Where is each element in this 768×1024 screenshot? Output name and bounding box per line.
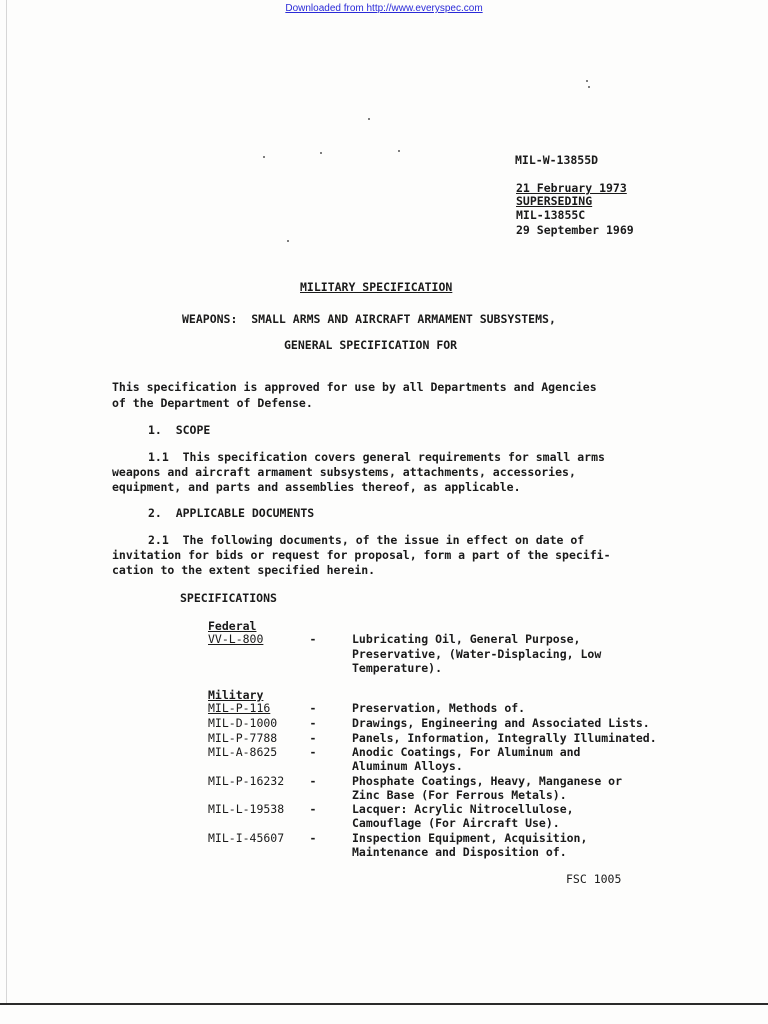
spec-number: VV-L-800: [208, 632, 264, 646]
spec-number: MIL-L-19538: [208, 802, 285, 816]
spec-subtitle: GENERAL SPECIFICATION FOR: [284, 338, 458, 352]
spec-description: Aluminum Alloys.: [352, 759, 463, 773]
entry-dash: -: [309, 701, 317, 715]
section-1-line-1: 1.1 This specification covers general requirements for small arms: [148, 450, 605, 464]
spec-description: Maintenance and Disposition of.: [352, 845, 567, 859]
spec-description: Inspection Equipment, Acquisition,: [352, 831, 588, 845]
spec-number: MIL-D-1000: [208, 716, 278, 730]
entry-dash: -: [309, 745, 317, 759]
page-bottom-rule: [0, 1003, 768, 1005]
scan-speck: [263, 156, 265, 158]
spec-description: Drawings, Engineering and Associated Lists.: [352, 716, 650, 730]
scan-edge-line: [6, 0, 7, 1003]
spec-description: Camouflage (For Aircraft Use).: [352, 816, 560, 830]
spec-description: Lubricating Oil, General Purpose,: [352, 632, 581, 646]
scan-speck: [287, 240, 289, 242]
spec-description: Zinc Base (For Ferrous Metals).: [352, 788, 567, 802]
spec-number: MIL-P-116: [208, 701, 271, 715]
spec-description: Preservative, (Water-Displacing, Low: [352, 647, 602, 661]
fsc-code: FSC 1005: [566, 872, 622, 886]
military-label: Military: [208, 688, 264, 702]
scan-speck: [586, 80, 588, 82]
federal-label: Federal: [208, 619, 257, 633]
section-2-line-2: invitation for bids or request for proposal, form a part of the specifi-: [112, 548, 611, 562]
spec-description: Preservation, Methods of.: [352, 701, 526, 715]
specifications-heading: SPECIFICATIONS: [180, 591, 277, 605]
spec-description: Lacquer: Acrylic Nitrocellulose,: [352, 802, 574, 816]
spec-description: Phosphate Coatings, Heavy, Manganese or: [352, 774, 623, 788]
spec-number: MIL-A-8625: [208, 745, 278, 759]
section-1-heading: 1. SCOPE: [148, 423, 211, 437]
scan-speck: [320, 152, 322, 154]
entry-dash: -: [309, 716, 317, 730]
scan-speck: [368, 118, 370, 120]
scan-speck: [398, 150, 400, 152]
section-1-line-2: weapons and aircraft armament subsystems, attachments, accessories,: [112, 465, 576, 479]
section-2-line-1: 2.1 The following documents, of the issue in effect on date of: [148, 533, 585, 547]
section-1-line-3: equipment, and parts and assemblies thereof, as applicable.: [112, 480, 521, 494]
spec-subject-title: WEAPONS: SMALL ARMS AND AIRCRAFT ARMAMENT SUBSYSTEMS,: [182, 312, 556, 326]
spec-description: Panels, Information, Integrally Illuminated.: [352, 731, 657, 745]
entry-dash: -: [309, 831, 317, 845]
section-2-heading: 2. APPLICABLE DOCUMENTS: [148, 506, 315, 520]
approval-line-2: of the Department of Defense.: [112, 396, 313, 410]
entry-dash: -: [309, 731, 317, 745]
superseded-doc-id: MIL-13855C: [516, 208, 586, 222]
doc-date: 21 February 1973: [516, 181, 627, 195]
entry-dash: -: [309, 774, 317, 788]
spec-number: MIL-I-45607: [208, 831, 285, 845]
doc-id: MIL-W-13855D: [515, 153, 599, 167]
spec-type-title: MILITARY SPECIFICATION: [300, 280, 453, 294]
section-2-line-3: cation to the extent specified herein.: [112, 563, 376, 577]
scan-speck: [588, 86, 590, 88]
spec-number: MIL-P-7788: [208, 731, 278, 745]
entry-dash: -: [309, 802, 317, 816]
spec-description: Anodic Coatings, For Aluminum and: [352, 745, 581, 759]
approval-line-1: This specification is approved for use by all Departments and Agencies: [112, 380, 597, 394]
spec-number: MIL-P-16232: [208, 774, 285, 788]
spec-description: Temperature).: [352, 661, 443, 675]
superseded-date: 29 September 1969: [516, 223, 634, 237]
download-link[interactable]: Downloaded from http://www.everyspec.com: [285, 3, 483, 14]
superseding-label: SUPERSEDING: [516, 194, 593, 208]
entry-dash: -: [309, 632, 317, 646]
